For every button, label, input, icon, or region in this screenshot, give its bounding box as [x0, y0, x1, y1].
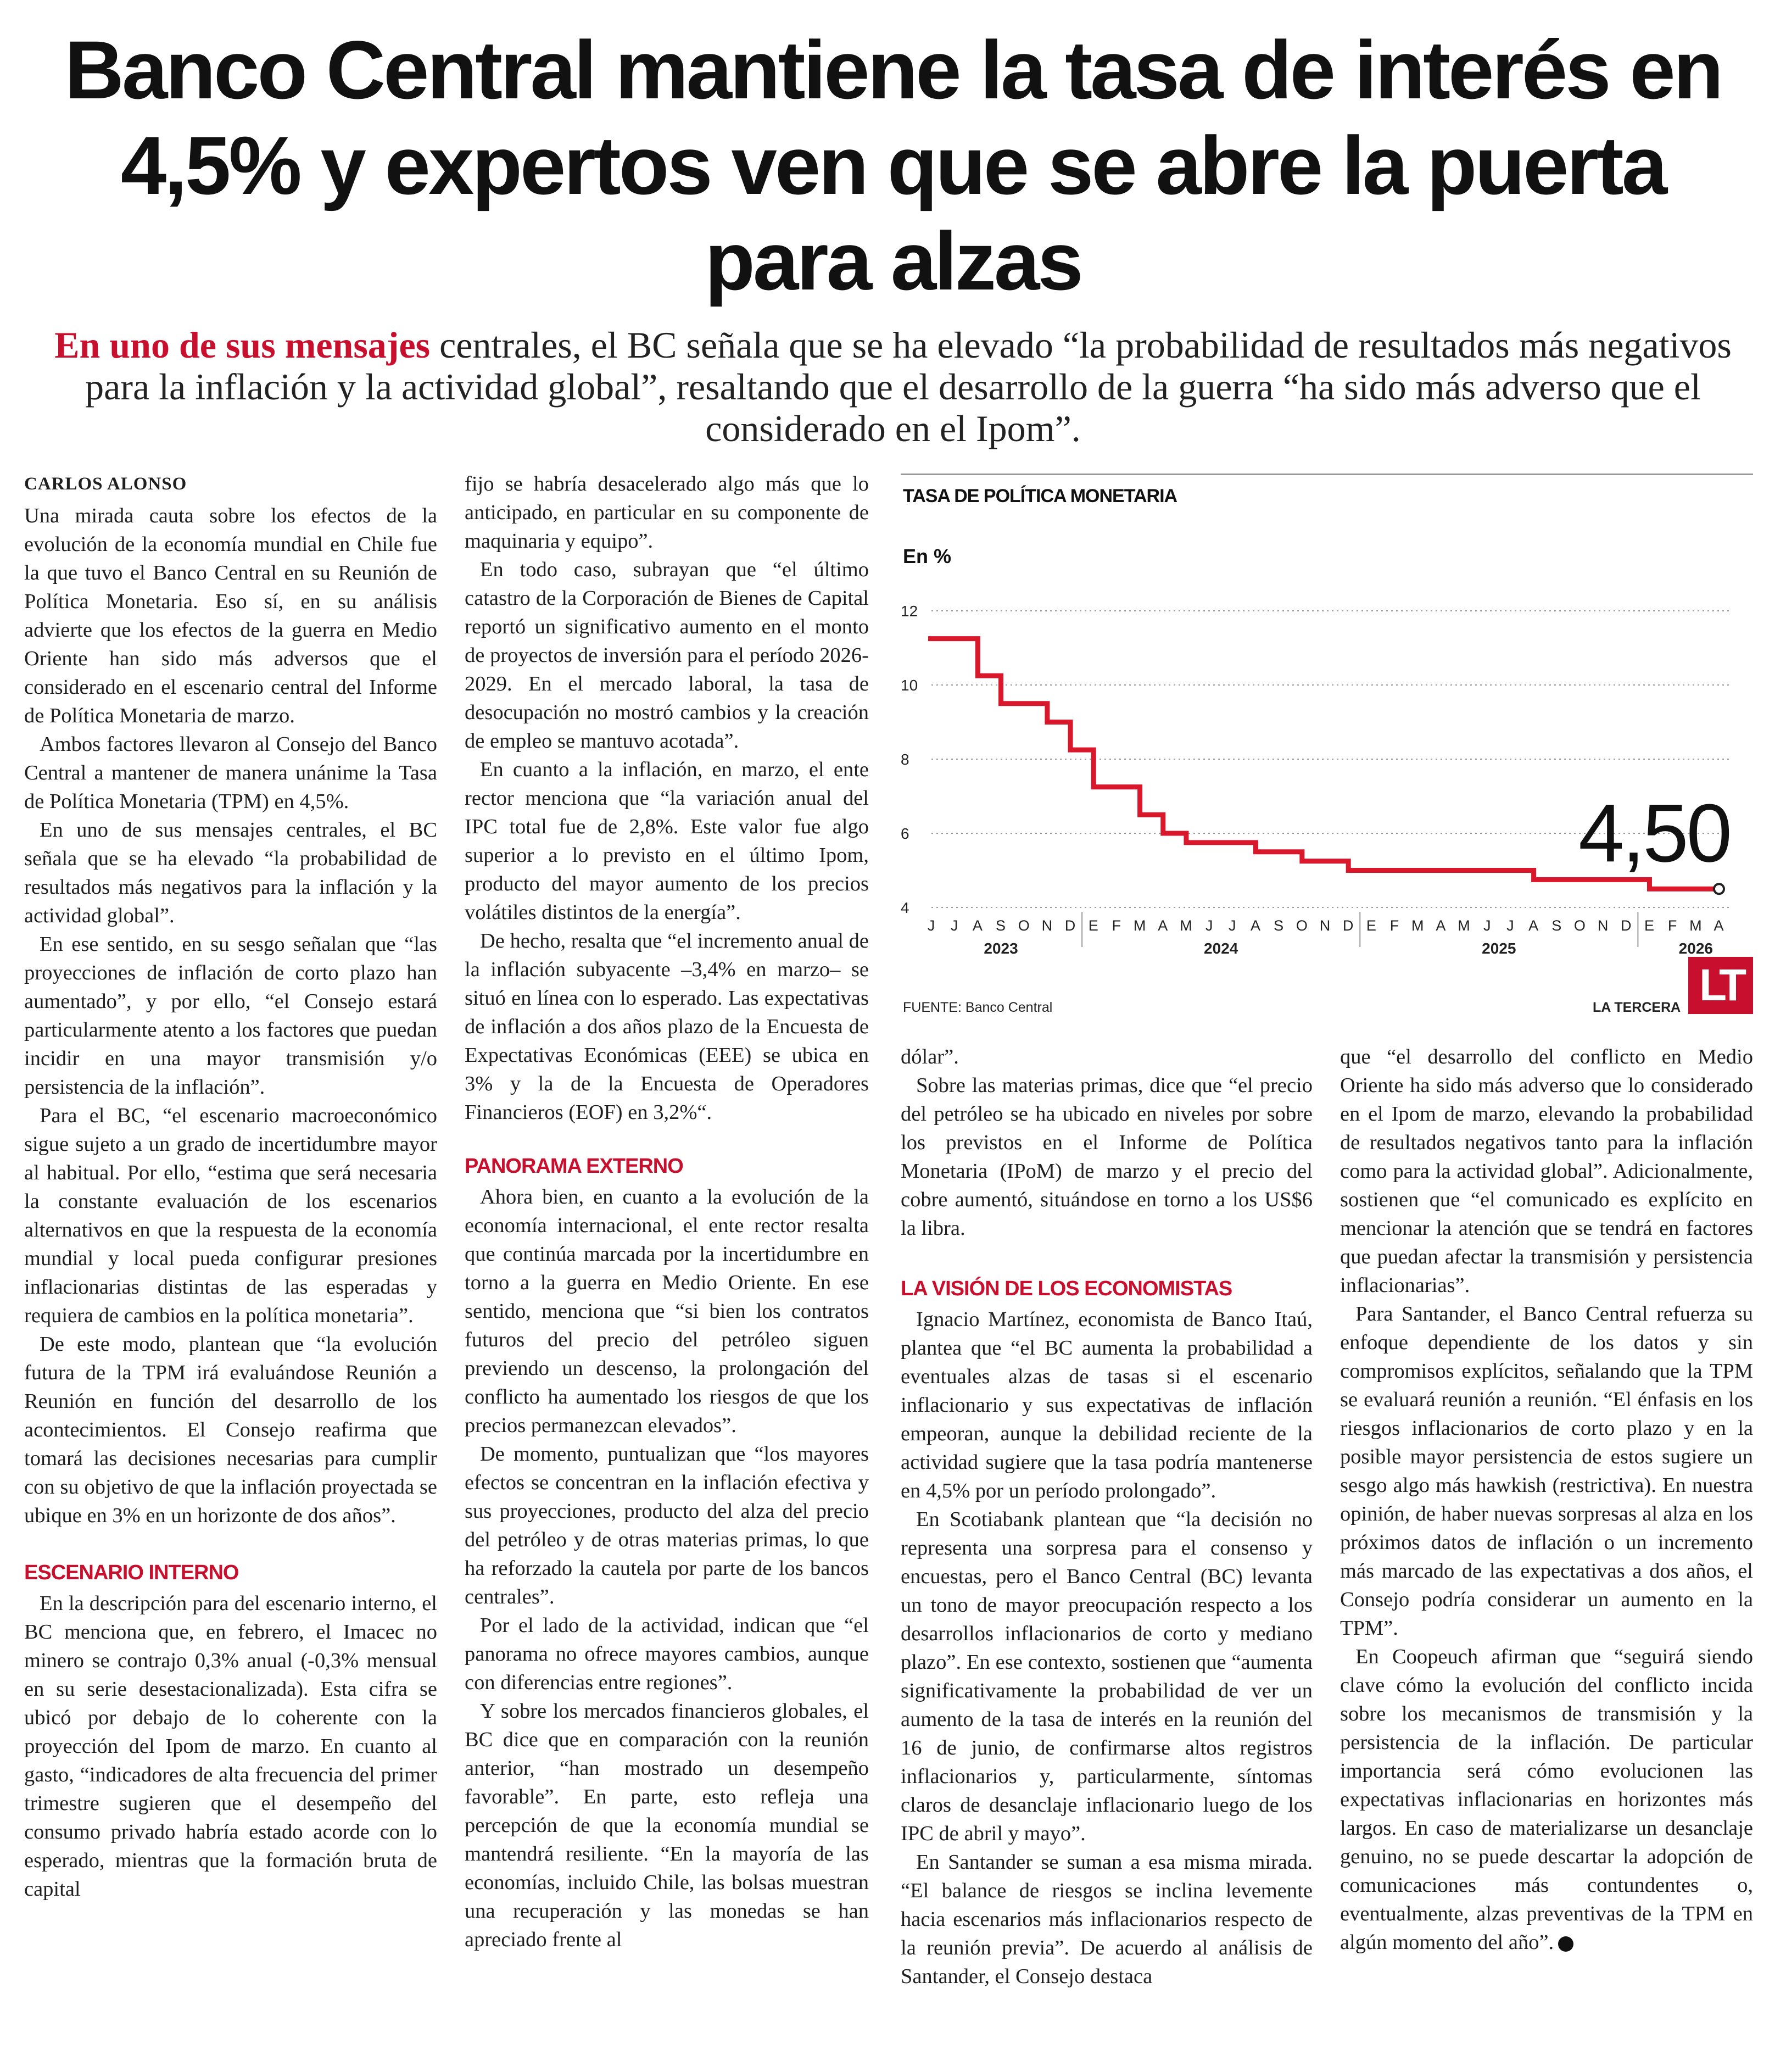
last-point-marker	[1714, 884, 1724, 894]
paragraph: Sobre las materias primas, dice que “el precio del petróleo se ha ubicado en niveles por sobre los previstos en el Informe de Política Monetaria (IPoM) de marzo y el precio del cobre aumentó, situándose en torno a los US$6 la libra.	[901, 1074, 1313, 1240]
paragraph: En la descripción para del escenario interno, el BC menciona que, en febrero, el Imacec no minero se contrajo 0,3% anual (-0,3% mensual en su serie desestacionalizada). Esta cifra se ubicó por debajo de lo coherente con la proyección del Ipom de marzo. En cuanto al gasto, “indicadores de alta frecuencia del primer trimestre sugieren que el desempeño del consumo privado habría estado acorde con lo esperado, mientras que la formación bruta de capital	[24, 1592, 437, 1901]
paragraph: fijo se habría desacelerado algo más que lo anticipado, en particular en su componente de maquinaria y equipo”.	[465, 472, 869, 553]
x-tick-label: A	[1528, 917, 1539, 934]
y-tick-label: 12	[901, 603, 918, 620]
headline: Banco Central mantiene la tasa de interés en 4,5% y expertos ven que se abre la puerta para alzas	[64, 24, 1722, 307]
x-tick-label: A	[972, 917, 983, 934]
x-tick-label: F	[1112, 917, 1122, 934]
deck-rest: centrales, el BC señala que se ha elevado “la probabilidad de resultados más negativos para la inflación y la actividad global”, resaltando que el desarrollo de la guerra “ha sido más adverso que el considerado en el Ipom”.	[85, 324, 1732, 449]
x-tick-label: F	[1667, 917, 1678, 934]
x-tick-label: F	[1389, 917, 1400, 934]
paragraph: En uno de sus mensajes centrales, el BC señala que se ha elevado “la probabilidad de resultados más negativos para la inflación y la actividad global”.	[24, 818, 437, 927]
y-tick-label: 10	[901, 677, 918, 694]
x-tick-label: D	[1064, 917, 1076, 934]
x-tick-label: M	[1689, 917, 1703, 934]
paragraph: Por el lado de la actividad, indican que “el panorama no ofrece mayores cambios, aunque con diferencias entre regiones”.	[465, 1614, 869, 1694]
x-tick-label: O	[1296, 917, 1308, 934]
x-tick-label: J	[950, 917, 959, 934]
paragraph: que “el desarrollo del conflicto en Medio Oriente ha sido más adverso que lo considerado en el Ipom de marzo, elevando la probabilidad de resultados negativos tanto para la inflación como para la actividad global”. Adicionalmente, sostienen que “el comunicado es explícito en mencionar la atención que se tendrá en factores que puedan afectar la transmisión y persistencia inflacionarias”.	[1340, 1045, 1753, 1297]
x-tick-label: E	[1088, 917, 1099, 934]
x-tick-label: D	[1621, 917, 1632, 934]
x-tick-label: O	[1573, 917, 1586, 934]
year-label: 2023	[984, 940, 1018, 957]
x-tick-label: D	[1342, 917, 1354, 934]
paragraph: En cuanto a la inflación, en marzo, el ente rector menciona que “la variación anual del IPC total fue de 2,8%. Este valor fue algo superior a lo previsto en el último Ipom, producto del mayor aumento de los precios volátiles distintos de la energía”.	[465, 758, 869, 924]
column-3	[901, 1043, 1313, 1991]
x-tick-label: S	[996, 917, 1007, 934]
paragraph: De hecho, resalta que “el incremento anual de la inflación subyacente –3,4% en marzo– se situó en línea con lo esperado. Las expectativas de inflación a dos años plazo de la Encuesta de Expectativas Económicas (EEE) se ubica en 3% y la de la Encuesta de Operadores Financieros (EOF) en 3,2%“.	[465, 929, 869, 1124]
x-tick-label: E	[1644, 917, 1655, 934]
tpm-chart	[901, 474, 1753, 1023]
paragraph: Ignacio Martínez, economista de Banco Itaú, plantea que “el BC aumenta la probabilidad a eventuales alzas de tasas si el escenario inflacionario y sus expectativas de inflación empeoran, aunque la debilidad reciente de la actividad sugiere que la tasa podría mantenerse en 4,5% por un período prolongado”.	[901, 1308, 1313, 1502]
x-tick-label: J	[927, 917, 936, 934]
subhead-escenario-interno: ESCENARIO INTERNO	[24, 1561, 239, 1584]
x-tick-label: N	[1597, 917, 1609, 934]
paragraph: Ahora bien, en cuanto a la evolución de la economía internacional, el ente rector resalta que continúa marcada por la incertidumbre en torno a la guerra en Medio Oriente. En ese sentido, menciona que “si bien los contratos futuros del precio del petróleo siguen previendo un descenso, la prolongación del conflicto ha aumentado los riesgos de que los precios permanezcan elevados”.	[465, 1185, 869, 1437]
x-tick-label: M	[1458, 917, 1471, 934]
chart-source: FUENTE: Banco Central	[903, 1000, 1053, 1015]
paragraph: Una mirada cauta sobre los efectos de la evolución de la economía mundial en Chile fue la que tuvo el Banco Central en su Reunión de Política Monetaria. Eso sí, en su análisis advierte que los efectos de la guerra en Medio Oriente han sido más adversos que el considerado en el escenario central del Informe de Política Monetaria de marzo.	[24, 504, 437, 727]
paragraph: Y sobre los mercados financieros globales, el BC dice que en comparación con la reunión anterior, “han mostrado un desempeño favorable”. En parte, esto refleja una percepción de que la economía mundial se mantendrá resiliente. “En la mayoría de las economías, incluido Chile, las bolsas muestran una recuperación y las monedas se han apreciado frente al	[465, 1700, 869, 1951]
x-tick-label: A	[1436, 917, 1447, 934]
paragraph: En ese sentido, en su sesgo señalan que “las proyecciones de inflación de corto plazo han aumentado”, y por ello, “el Consejo estará particularmente atento a los factores que puedan incidir en una mayor transmisión y/o persistencia de la inflación”.	[24, 933, 437, 1099]
x-tick-label: O	[1018, 917, 1030, 934]
y-tick-label: 4	[901, 899, 909, 916]
column-4	[1340, 1043, 1753, 1957]
paragraph: En Scotiabank plantean que “la decisión no representa una sorpresa para el consenso y encuestas, pero el Banco Central (BC) levanta un tono de mayor preocupación respecto a los desarrollos inflacionarios de corto y mediano plazo”. En ese contexto, sostienen que “aumenta significativamente la probabilidad de ver un aumento de la tasa de interés en la reunión del 16 de junio, de confirmarse altos registros inflacionarios y, particularmente, síntomas claros de desanclaje inflacionario luego de los IPC de abril y mayo”.	[901, 1508, 1313, 1845]
year-label: 2025	[1482, 940, 1516, 957]
chart-unit-label: En %	[903, 545, 952, 567]
y-tick-label: 8	[901, 751, 909, 768]
year-label: 2026	[1678, 940, 1713, 957]
x-tick-label: M	[1133, 917, 1147, 934]
x-tick-label: M	[1411, 917, 1425, 934]
paragraph: De este modo, plantean que “la evolución futura de la TPM irá evaluándose Reunión a Reunión en función del desarrollo de los acontecimientos. El Consejo reafirma que tomará las decisiones necesarias para cumplir con su objetivo de que la inflación proyectada se ubique en 3% en un horizonte de dos años”.	[24, 1333, 437, 1527]
x-tick-label: E	[1366, 917, 1377, 934]
paragraph: dólar”.	[901, 1045, 959, 1068]
chart-plot	[901, 474, 1753, 990]
paragraph: Ambos factores llevaron al Consejo del Banco Central a mantener de manera unánime la Tasa de Política Monetaria (TPM) en 4,5%.	[24, 733, 437, 813]
chart-credit: LA TERCERA	[1593, 1000, 1681, 1015]
end-mark-icon: P	[1558, 1936, 1573, 1952]
paragraph: De momento, puntualizan que “los mayores efectos se concentran en la inflación efectiva y sus proyecciones, producto del alza del precio del petróleo y de otras materias primas, lo que ha reforzado la cautela por parte de los bancos centrales”.	[465, 1442, 869, 1608]
x-tick-label: M	[1180, 917, 1193, 934]
subhead-vision-economistas: LA VISIÓN DE LOS ECONOMISTAS	[901, 1277, 1232, 1300]
column-2	[465, 470, 869, 1954]
x-tick-label: N	[1319, 917, 1331, 934]
paragraph: En Santander se suman a esa misma mirada. “El balance de riesgos se inclina levemente hacia escenarios más inflacionarios respecto de la reunión previa”. De acuerdo al análisis de Santander, el Consejo destaca	[901, 1851, 1313, 1988]
x-tick-label: N	[1041, 917, 1053, 934]
deck	[22, 324, 1764, 449]
subhead-panorama-externo: PANORAMA EXTERNO	[465, 1155, 683, 1178]
x-tick-label: J	[1205, 917, 1214, 934]
deck-lead: En uno de sus mensajes	[54, 324, 431, 366]
paragraph	[1340, 1642, 1753, 1957]
x-tick-label: A	[1714, 917, 1724, 934]
x-tick-label: S	[1274, 917, 1285, 934]
paragraph: Para Santander, el Banco Central refuerza su enfoque dependiente de los datos y sin compromisos explícitos, señalando que la TPM se evaluará reunión a reunión. “El énfasis en los riesgos inflacionarios de corto plazo y en la posible mayor persistencia de estos sugiere un sesgo algo más hawkish (restrictiva). En nuestra opinión, de haber nuevas sorpresas al alza en los próximos datos de inflación o un incremento más marcado de las expectativas a dos años, el Consejo podría considerar un aumento en la TPM”.	[1340, 1302, 1753, 1640]
x-tick-label: J	[1483, 917, 1492, 934]
byline: CARLOS ALONSO	[24, 474, 187, 494]
paragraph: Para el BC, “el escenario macroeconómico sigue sujeto a un grado de incertidumbre mayor al habitual. Por ello, “estima que será necesaria la constante evaluación de los escenarios alternativos en que la respuesta de la economía mundial y local pueda configurar presiones inflacionarias distintas de las esperadas y requiera de cambios en la política monetaria”.	[24, 1104, 437, 1327]
x-tick-label: A	[1158, 917, 1169, 934]
last-value-label: 4,50	[1578, 787, 1730, 879]
paragraph-text: En Coopeuch afirman que “seguirá siendo clave cómo la evolución del conflicto incida sobre los mecanismos de transmisión y la persistencia de la inflación. De particular importancia será cómo evolucionen las expectativas inflacionarias en horizontes más largos. En caso de materializarse un desanclaje genuino, no se puede descartar la adopción de comunicaciones más contundentes o, eventualmente, alzas preventivas de la TPM en algún momento del año”.	[1340, 1645, 1753, 1954]
paragraph: En todo caso, subrayan que “el último catastro de la Corporación de Bienes de Capital reportó un significativo aumento en el monto de proyectos de inversión para el período 2026-2029. En el mercado laboral, la tasa de desocupación no mostró cambios y la creación de empleo se mantuvo acotada”.	[465, 558, 869, 753]
column-1	[24, 470, 437, 1903]
x-tick-label: J	[1229, 917, 1237, 934]
x-tick-label: S	[1551, 917, 1562, 934]
x-tick-label: J	[1506, 917, 1515, 934]
year-label: 2024	[1204, 940, 1238, 957]
chart-title: TASA DE POLÍTICA MONETARIA	[903, 486, 1177, 506]
x-tick-label: A	[1250, 917, 1261, 934]
la-tercera-logo: LT	[1688, 957, 1753, 1014]
y-tick-label: 6	[901, 825, 909, 842]
